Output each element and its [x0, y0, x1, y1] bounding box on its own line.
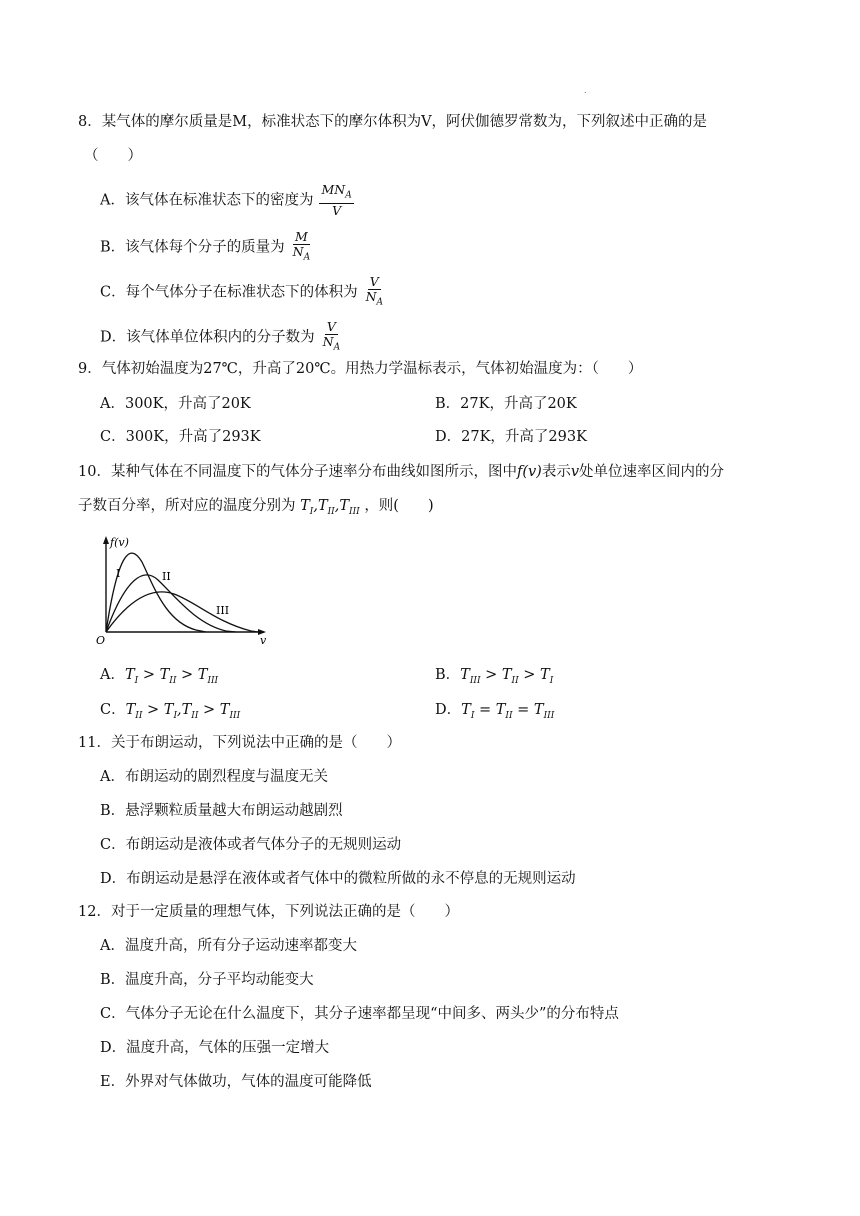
curve-label-i: I	[116, 567, 121, 580]
q8-option-d	[100, 320, 342, 355]
q8-c-den-sub: A	[376, 297, 384, 308]
q12-option-d: D．温度升高，气体的压强一定增大	[100, 1040, 330, 1056]
q8-option-a-fraction	[319, 183, 353, 218]
q8-option-c	[100, 275, 385, 310]
q11-option-a: A．布朗运动的剧烈程度与温度无关	[100, 769, 328, 785]
q10-option-b-text: B．	[435, 667, 461, 683]
q8-b-num: M	[294, 229, 308, 244]
q8-option-b-text: B．该气体每个分子的质量为	[100, 239, 285, 256]
x-axis-label: v	[260, 634, 267, 647]
q10-stem-line1-c: 处单位速率区间内的分	[579, 464, 725, 480]
q12-option-a: A．温度升高，所有分子运动速率都变大	[100, 938, 357, 954]
q8-b-den-sub: A	[303, 252, 311, 263]
y-axis-label: f(v)	[110, 536, 129, 549]
q10-temp-t3: T	[339, 498, 350, 514]
q8-d-num: V	[326, 319, 336, 334]
header-dot: .	[584, 86, 587, 95]
q11-option-d: D．布朗运动是悬浮在液体或者气体中的微粒所做的永不停息的无规则运动	[100, 871, 576, 887]
q10-option-b	[435, 665, 553, 691]
q11-option-c: C．布朗运动是液体或者气体分子的无规则运动	[100, 837, 402, 853]
q10-stem-line2	[78, 496, 434, 522]
q11-stem: 11．关于布朗运动，下列说法中正确的是（ ）	[78, 735, 401, 751]
q11-option-b: B．悬浮颗粒质量越大布朗运动越剧烈	[100, 803, 343, 819]
q10-stem-line1-b: 表示	[541, 464, 571, 480]
q10-option-d-expr: $T_I = T_{II} = T_{III}$	[461, 702, 555, 721]
q10-option-d	[435, 700, 554, 726]
q8-option-d-text: D．该气体单位体积内的分子数为	[100, 329, 315, 346]
q8-a-den: V	[332, 202, 342, 218]
q8-c-den: N	[365, 289, 377, 304]
q10-option-b-expr: $T_{III} > T_{II} > T_I$	[460, 667, 554, 686]
q8-option-a	[100, 183, 354, 218]
q8-option-c-fraction	[364, 275, 385, 310]
q10-option-c	[100, 700, 240, 726]
q12-option-c: C．气体分子无论在什么温度下，其分子速率都呈现“中间多、两头少”的分布特点	[100, 1006, 619, 1022]
q10-option-a-text: A．	[100, 667, 125, 683]
q12-option-b: B．温度升高，分子平均动能变大	[100, 972, 314, 988]
q10-temp-t2: T	[317, 498, 328, 514]
q8-b-den: N	[292, 244, 304, 259]
q10-option-a	[100, 665, 218, 691]
q9-option-b: B．27K，升高了20K	[435, 396, 577, 412]
q10-temps: $T_I,T_{II},T_{III}$	[300, 498, 360, 517]
q10-option-c-expr: $T_{II} > T_I,T_{II} > T_{III}$	[125, 702, 241, 721]
origin-label: O	[96, 634, 106, 647]
q8-c-num: V	[369, 274, 379, 289]
q10-stem-line1-a: 10．某种气体在不同温度下的气体分子速率分布曲线如图所示，图中	[78, 464, 517, 480]
q10-option-a-expr: $T_I > T_{II} > T_{III}$	[124, 667, 219, 686]
q10-option-d-text: D．	[435, 702, 462, 718]
q10-stem-line2-b: ，则( )	[364, 498, 434, 514]
curve-iii	[106, 592, 258, 632]
y-axis-arrow	[103, 536, 109, 544]
q10-stem-line1	[78, 462, 724, 482]
q8-option-a-text: A．该气体在标准状态下的密度为	[100, 192, 314, 209]
q8-d-den: N	[322, 334, 334, 349]
q8-option-d-fraction	[321, 320, 342, 355]
q10-stem-fv: f(v)	[516, 464, 542, 480]
q8-a-num-sub: A	[345, 190, 352, 201]
q12-stem: 12．对于一定质量的理想气体，下列说法正确的是（ ）	[78, 904, 459, 920]
q9-option-d: D．27K，升高了293K	[435, 429, 587, 445]
q8-option-c-text: C．每个气体分子在标准状态下的体积为	[100, 284, 358, 301]
q10-stem-v: v	[570, 464, 580, 480]
q12-option-e: E．外界对气体做功，气体的温度可能降低	[100, 1074, 372, 1090]
q10-stem-line2-a: 子数百分率，所对应的温度分别为	[78, 498, 296, 514]
q9-option-c: C．300K，升高了293K	[100, 429, 261, 445]
curve-label-ii: II	[162, 570, 171, 583]
q9-option-a: A．300K，升高了20K	[100, 396, 251, 412]
q10-option-c-text: C．	[100, 702, 126, 718]
speed-distribution-graph	[96, 532, 276, 647]
q9-stem: 9．气体初始温度为27℃，升高了20℃。用热力学温标表示，气体初始温度为：（ ）	[78, 361, 643, 377]
q8-d-den-sub: A	[333, 342, 341, 353]
curve-label-iii: III	[216, 604, 230, 617]
q8-stem-line1: 8．某气体的摩尔质量是M，标准状态下的摩尔体积为V，阿伏伽德罗常数为，下列叙述中正确的是	[78, 114, 708, 130]
q10-temp-t1: T	[300, 498, 310, 514]
q8-stem-line2: （ ）	[84, 148, 142, 164]
q8-option-b-fraction	[291, 230, 312, 265]
q8-a-num: MN	[321, 182, 346, 197]
q8-option-b	[100, 230, 312, 265]
